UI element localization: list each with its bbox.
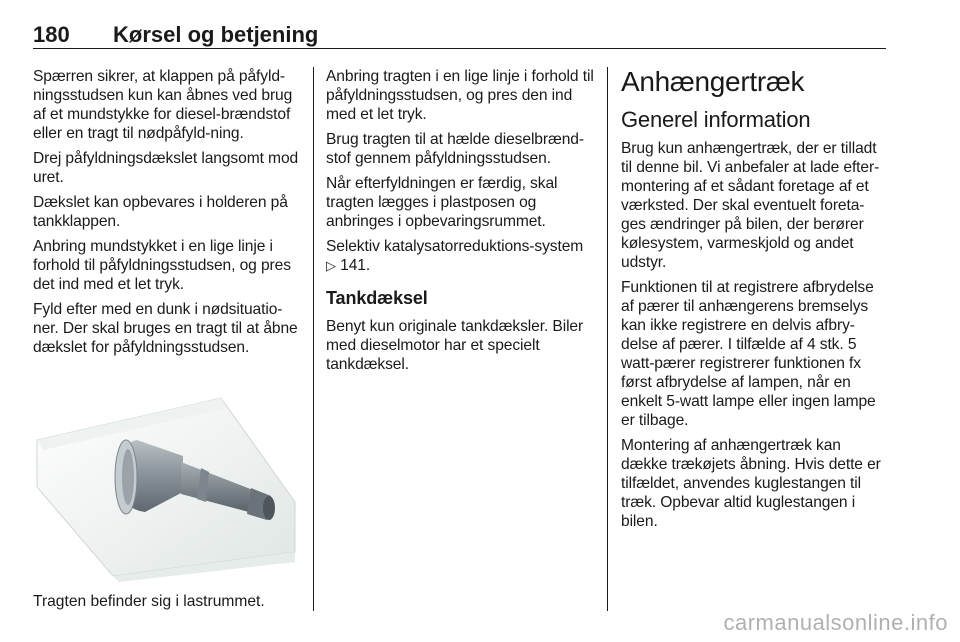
reference-text: Selektiv katalysatorreduktions-system [326, 238, 584, 255]
funnel-in-bag-image [33, 362, 298, 582]
reference-page[interactable]: 141. [340, 257, 371, 274]
funnel-illustration [33, 362, 298, 582]
column-divider [607, 67, 608, 611]
subsection-heading: Tankdæksel [326, 288, 428, 308]
paragraph: Anbring tragten i en lige linje i forhold til påfyldningsstudsen, og pres den ind med et let tryk. [326, 68, 594, 123]
page-number: 180 [33, 22, 70, 47]
paragraph: Funktionen til at registrere afbrydelse af pærer til anhængerens bremselys kan ikke registrere en delvis afbry-delse af pærer. I tilfælde af 4 stk. 5 watt-pærer registrerer funktionen fx først afbrydelse af lampen, når en enkelt 5-watt lampe eller ingen lampe er tilbage. [621, 279, 876, 429]
paragraph: Montering af anhængertræk kan dække trækøjets åbning. Hvis dette er tilfældet, anvendes kuglestangen til træk. Opbevar altid kuglestangen i bilen. [621, 437, 881, 530]
column-3 [621, 67, 889, 537]
paragraph-with-reference [326, 237, 596, 275]
column-2 [326, 67, 596, 380]
paragraph: Spærren sikrer, at klappen på påfyld-ningsstudsen kun kan åbnes ved brug af et mundstykke for diesel-brændstof eller en tragt til nødpåfyld-ning. [33, 68, 293, 142]
figure-caption: Tragten befinder sig i lastrummet. [33, 593, 265, 610]
page-reference-icon: ▷ [326, 258, 336, 273]
column-1 [33, 67, 299, 363]
paragraph: Drej påfyldningsdækslet langsomt mod uret. [33, 150, 299, 186]
watermark: carmanualsonline.info [723, 610, 948, 635]
paragraph: Brug tragten til at hælde dieselbrænd-stof gennem påfyldningsstudsen. [326, 131, 584, 167]
section-subheading: Generel information [621, 107, 811, 132]
paragraph: Benyt kun originale tankdæksler. Biler med dieselmotor har et specielt tankdæksel. [326, 318, 584, 373]
paragraph: Fyld efter med en dunk i nødsituatio-ner. Der skal bruges en tragt til at åbne dækslet for påfyldningsstudsen. [33, 301, 298, 356]
paragraph: Når efterfyldningen er færdig, skal tragten lægges i plastposen og anbringes i opbevaringsrummet. [326, 175, 558, 230]
page-header [33, 22, 886, 49]
paragraph: Brug kun anhængertræk, der er tilladt til denne bil. Vi anbefaler at lade efter-montering af et sådant foretage af et værksted. Der skal eventuelt foreta-ges ændringer på bilen, der berører kølesystem, varmeskjold og andet udstyr. [621, 140, 880, 271]
chapter-title: Kørsel og betjening [113, 22, 319, 47]
paragraph: Dækslet kan opbevares i holderen på tankklappen. [33, 194, 288, 230]
paragraph: Anbring mundstykket i en lige linje i forhold til påfyldningsstudsen, og pres det ind med et let tryk. [33, 238, 291, 293]
column-divider [313, 67, 314, 611]
section-heading: Anhængertræk [621, 66, 805, 97]
